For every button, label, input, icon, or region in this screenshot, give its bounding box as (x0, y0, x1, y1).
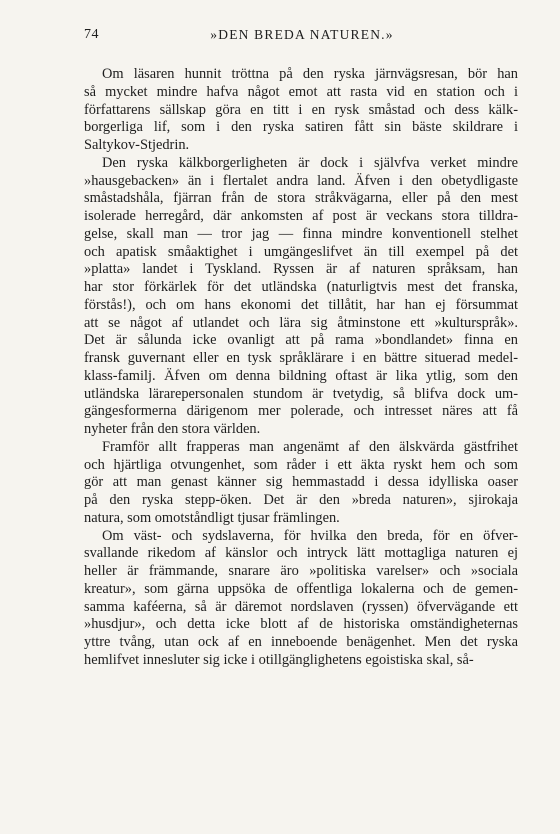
text-line: natura, som omotståndligt tjusar främlingen. (84, 509, 340, 526)
text-line: förstås!), och om hans ekonomi det tillåtit, har han ej försummat (84, 296, 518, 313)
text-line: att se något af utlandet och lära sig åtminstone ett »kulturspråk». (84, 314, 518, 331)
text-line: »platta» landet i Tyskland. Ryssen är af naturen språksam, han (84, 261, 518, 278)
text-line: gelse, skall man — tror jag — finna mindre konventionell stelhet (84, 225, 518, 242)
text-line: »hausgebacken» än i flertalet andra land. Äfven i den obetydligaste (84, 172, 518, 189)
body-text (84, 66, 518, 670)
text-line: kreatur», som gärna uppsöka de offentliga lokalerna och de gemen- (84, 580, 518, 597)
text-line: har stor förkärlek för det utländska (naturligtvis mest det franska, (84, 279, 518, 295)
text-line: småstadshåla, fjärran från de stora stråkvägarna, eller på den mest (84, 190, 518, 207)
text-line: isolerade herregård, där ankomsten af post är veckans stora tilldra- (84, 208, 518, 224)
text-line: och apatisk småaktighet i umgängeslifvet än till exempel på det (84, 243, 518, 260)
text-line: nyheter från den stora världen. (84, 421, 261, 437)
text-line: gör att man genast känner sig hemmastadd i dessa idylliska oaser (84, 474, 518, 491)
text-line: så mycket mindre hafva något emot att rasta vid en station och i (84, 83, 518, 100)
running-head: »DEN BREDA NATUREN.» (210, 27, 394, 42)
text-line: svallande rikedom af känslor och intryck lätt mottagliga naturen ej (84, 545, 518, 562)
text-line: klass-familj. Äfven om denna bildning oftast är lika ytlig, som den (84, 367, 518, 384)
text-line: fransk guvernant eller en tysk språklärare i en bättre situerad medel- (84, 350, 518, 366)
text-line: borgerliga lif, som i den ryska satiren fått sin bäste skildrare i (84, 119, 518, 136)
text-line: hemlifvet innesluter sig icke i otillgänglighetens egoistiska skal, så- (84, 651, 474, 668)
text-line: Den ryska kälkborgerligheten är dock i självfva verket mindre (102, 154, 518, 171)
text-line: gängesformerna därigenom mer polerade, och intresset näres att få (84, 403, 518, 420)
text-line: Saltykov-Stjedrin. (84, 137, 190, 153)
page-number: 74 (84, 27, 99, 42)
paragraph-1 (84, 66, 518, 155)
text-line: Det är sålunda icke ovanligt att på rama »bondlandet» finna en (84, 332, 518, 349)
text-line: författarens sällskap göra en titt i en rysk småstad och dess kälk- (84, 101, 518, 118)
text-line: och hjärtliga otvungenhet, som råder i ett äkta ryskt hem och som (84, 456, 518, 473)
text-line: Om läsaren hunnit tröttna på den ryska järnvägsresan, bör han (102, 66, 518, 82)
text-line: samma kaféerna, så är däremot nordslaven (ryssen) öfvervägande ett (84, 598, 518, 615)
text-line: Om väst- och sydslaverna, för hvilka den breda, för en öfver- (102, 527, 518, 544)
paragraph-2 (84, 155, 518, 439)
text-line: på den ryska stepp-öken. Det är den »breda naturen», sjirokaja (84, 492, 518, 508)
text-line: yttre tvång, utan ock af en inneboende benägenhet. Men det ryska (84, 634, 518, 650)
paragraph-4 (84, 528, 518, 670)
paragraph-3 (84, 439, 518, 528)
text-line: »husdjur», och detta icke blott af de historiska omständigheternas (84, 616, 518, 633)
text-line: utländska lärarepersonalen stundom är tvetydig, så blifva dock um- (84, 385, 518, 402)
text-line: heller är främmande, snarare äro »politiska varelser» och »sociala (84, 563, 518, 579)
text-line: Framför allt frapperas man angenämt af den älskvärda gästfrihet (102, 438, 518, 455)
